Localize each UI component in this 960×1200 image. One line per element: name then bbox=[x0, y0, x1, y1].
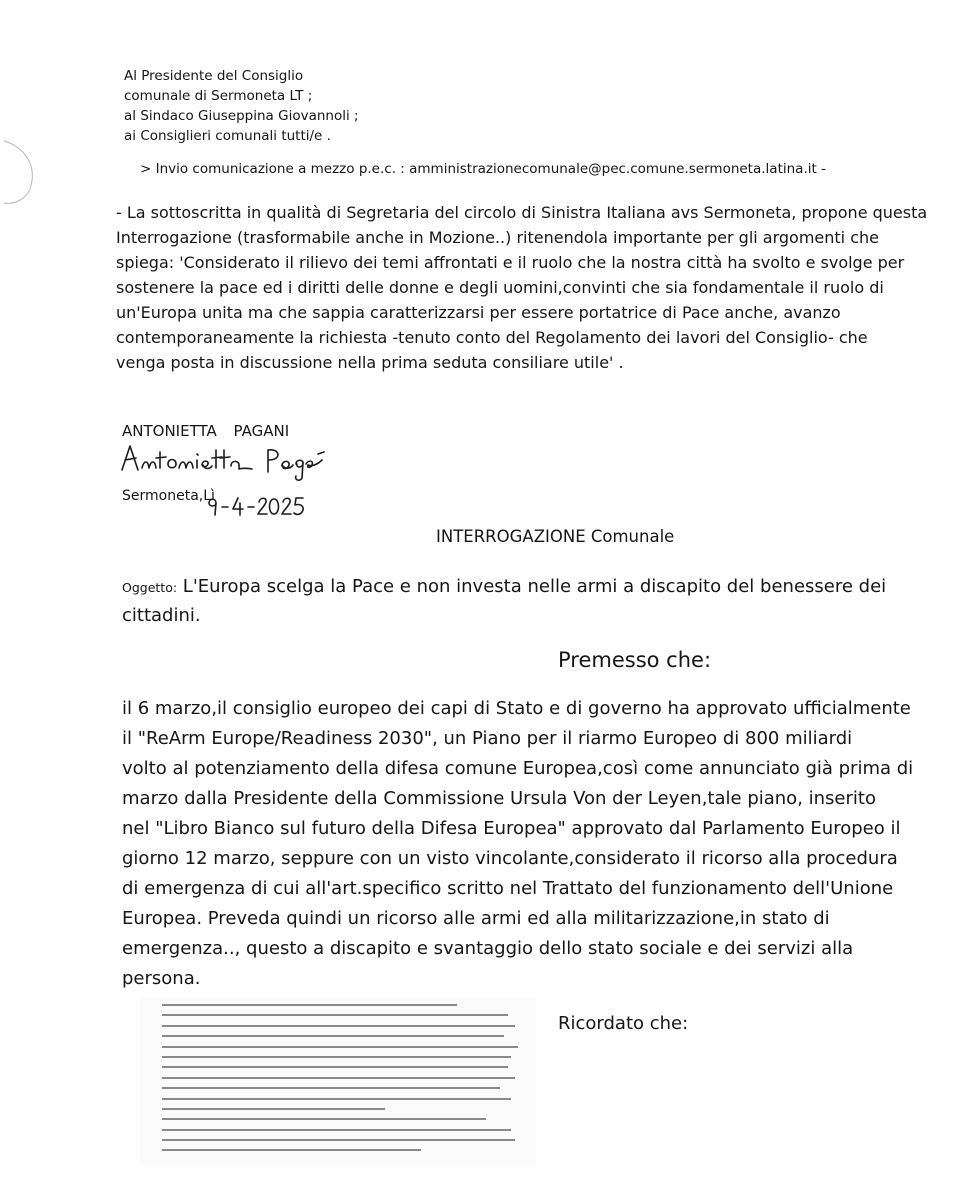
intro-line: - La sottoscritta in qualità di Segretaria del circolo di Sinistra Italiana avs Sermoneta, propone questa bbox=[116, 203, 928, 222]
body-line: persona. bbox=[122, 968, 201, 989]
clipping-text-line bbox=[162, 1056, 511, 1058]
intro-line: un'Europa unita ma che sappia caratterizzarsi per essere portatrice di Pace anche, avanzo bbox=[116, 303, 841, 322]
intro-line: Interrogazione (trasformabile anche in Mozione..) ritenendola importante per gli argomenti che bbox=[116, 228, 879, 247]
body-line: nel "Libro Bianco sul futuro della Difesa Europea" approvato dal Parlamento Europeo il bbox=[122, 818, 901, 839]
intro-line: spiega: 'Considerato il rilievo dei temi affrontati e il ruolo che la nostra città ha svolto e svolge per bbox=[116, 253, 905, 272]
recipients-block bbox=[124, 66, 359, 146]
newspaper-clipping-image bbox=[140, 998, 536, 1164]
handwritten-date bbox=[206, 494, 306, 520]
clipping-text-line bbox=[162, 1098, 511, 1100]
subject-label: Oggetto: bbox=[122, 580, 178, 595]
clipping-text-line bbox=[162, 1129, 511, 1131]
intro-paragraph bbox=[116, 200, 928, 375]
clipping-text-line bbox=[162, 1035, 504, 1037]
subject-text: L'Europa scelga la Pace e non investa nelle armi a discapito del benessere dei bbox=[177, 576, 887, 597]
subject-text-continued: cittadini. bbox=[122, 605, 201, 626]
clipping-text-line bbox=[162, 1149, 421, 1151]
clipping-text-line bbox=[162, 1108, 385, 1110]
body-line: Europea. Preveda quindi un ricorso alle armi ed alla militarizzazione,in stato di bbox=[122, 908, 830, 929]
premesso-heading: Premesso che: bbox=[558, 648, 712, 672]
clipping-text-line bbox=[162, 1077, 515, 1079]
signatory-name: ANTONIETTA PAGANI bbox=[122, 422, 290, 440]
body-line: emergenza.., questo a discapito e svantaggio dello stato sociale e dei servizi alla bbox=[122, 938, 854, 959]
recipient-line: al Sindaco Giuseppina Giovannoli ; bbox=[124, 108, 359, 124]
document-heading: INTERROGAZIONE Comunale bbox=[436, 527, 675, 546]
clipping-text-line bbox=[162, 1014, 508, 1016]
page-edge-mark bbox=[0, 135, 40, 215]
body-line: di emergenza di cui all'art.specifico scritto nel Trattato del funzionamento dell'Unione bbox=[122, 878, 894, 899]
ricordato-heading: Ricordato che: bbox=[558, 1013, 689, 1034]
clipping-text-line bbox=[162, 1087, 500, 1089]
intro-line: contemporaneamente la richiesta -tenuto conto del Regolamento dei lavori del Consiglio- che bbox=[116, 328, 868, 347]
premesso-paragraph bbox=[122, 694, 913, 994]
intro-line: sostenere la pace ed i diritti delle donne e degli uomini,convinti che sia fondamentale il ruolo di bbox=[116, 278, 884, 297]
recipient-line: ai Consiglieri comunali tutti/e . bbox=[124, 128, 331, 144]
body-line: il 6 marzo,il consiglio europeo dei capi di Stato e di governo ha approvato ufficialmente bbox=[122, 698, 911, 719]
body-line: il "ReArm Europe/Readiness 2030", un Piano per il riarmo Europeo di 800 miliardi bbox=[122, 728, 853, 749]
place-label: Sermoneta,Lì bbox=[122, 488, 215, 504]
recipient-line: comunale di Sermoneta LT ; bbox=[124, 88, 313, 104]
clipping-text-line bbox=[162, 1139, 515, 1141]
clipping-text-line bbox=[162, 1046, 518, 1048]
clipping-text-line bbox=[162, 1118, 486, 1120]
handwritten-signature bbox=[118, 438, 328, 482]
subject-block bbox=[122, 573, 886, 630]
body-line: marzo dalla Presidente della Commissione Ursula Von der Leyen,tale piano, inserito bbox=[122, 788, 876, 809]
pec-line: > Invio comunicazione a mezzo p.e.c. : amministrazionecomunale@pec.comune.sermoneta.latina.it - bbox=[140, 161, 826, 177]
recipient-line: Al Presidente del Consiglio bbox=[124, 68, 304, 84]
clipping-text-line bbox=[162, 1025, 515, 1027]
clipping-text-line bbox=[162, 1004, 457, 1006]
body-line: giorno 12 marzo, seppure con un visto vincolante,considerato il ricorso alla procedura bbox=[122, 848, 898, 869]
body-line: volto al potenziamento della difesa comune Europea,così come annunciato già prima di bbox=[122, 758, 914, 779]
clipping-text-line bbox=[162, 1066, 508, 1068]
intro-line: venga posta in discussione nella prima seduta consiliare utile' . bbox=[116, 353, 624, 372]
